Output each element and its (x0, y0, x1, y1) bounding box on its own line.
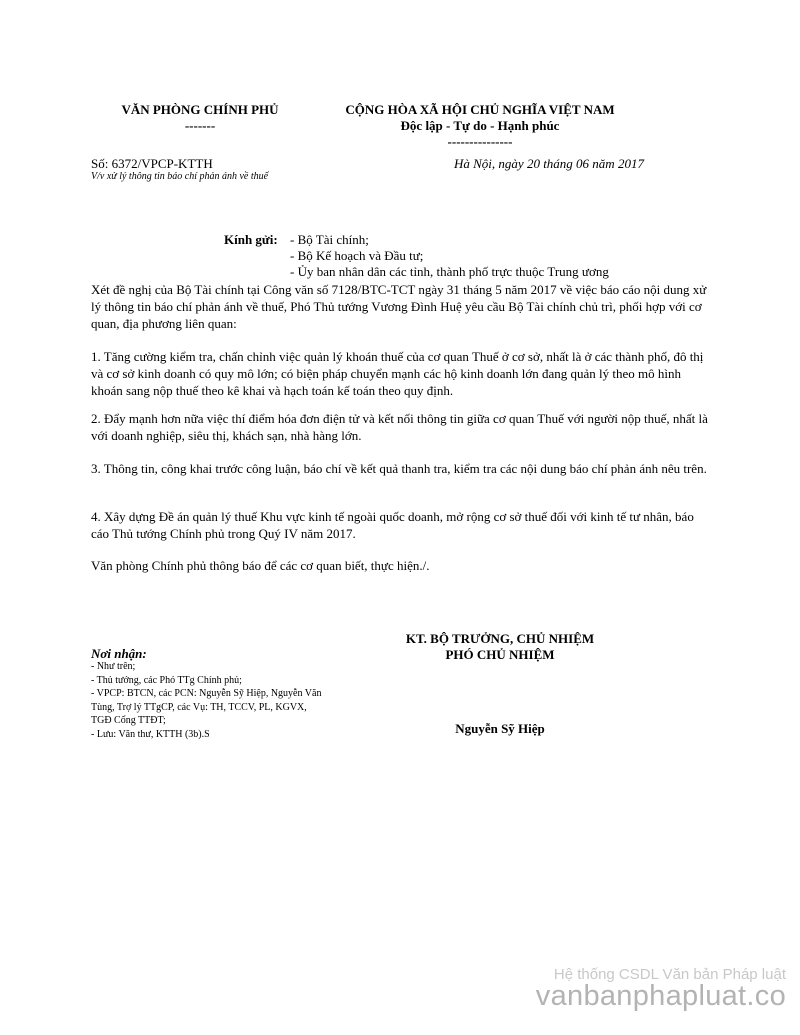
intro-paragraph: Xét đề nghị của Bộ Tài chính tại Công văn số 7128/BTC-TCT ngày 31 tháng 5 năm 2017 về việc báo cáo nội dung xử lý thông tin báo chí phản ánh về thuế, Phó Thủ tướng Vương Đình Huệ yêu cầu Bộ Tài chính chủ trì, phối hợp với cơ quan, địa phương liên quan: (91, 282, 707, 331)
distribution-item: - Thủ tướng, các Phó TTg Chính phủ; (91, 674, 242, 686)
distribution-list (91, 660, 326, 741)
issuing-agency: VĂN PHÒNG CHÍNH PHỦ (121, 102, 279, 117)
signature-subtitle: PHÓ CHỦ NHIỆM (445, 647, 555, 662)
document-number: Số: 6372/VPCP-KTTH (91, 156, 213, 171)
watermark-caption: Hệ thống CSDL Văn bản Pháp luật (553, 966, 786, 983)
distribution-label: Nơi nhận: (91, 646, 147, 661)
watermark-domain: vanbanphapluat.co (535, 980, 786, 1012)
document-subject: V/v xử lý thông tin báo chí phản ánh về thuế (91, 171, 269, 182)
signature-title: KT. BỘ TRƯỞNG, CHỦ NHIỆM (405, 631, 595, 646)
document-date: Hà Nội, ngày 20 tháng 06 năm 2017 (454, 156, 644, 171)
recipients-label: Kính gửi: (224, 232, 278, 247)
recipient-item: - Bộ Tài chính; (290, 232, 369, 247)
national-motto: Độc lập - Tự do - Hạnh phúc (400, 118, 560, 133)
agency-rule: ------- (184, 118, 216, 133)
recipient-item: - Bộ Kế hoạch và Đầu tư; (290, 248, 424, 263)
distribution-item: - Lưu: Văn thư, KTTH (3b).S (91, 728, 210, 740)
body-item-1: 1. Tăng cường kiểm tra, chấn chỉnh việc quản lý khoán thuế của cơ quan Thuế ở cơ sở, nhất là ở các thành phố, đô thị và cơ sở kinh doanh có quy mô lớn; có biện pháp chuyển mạnh các hộ kinh doanh lớn đang quản lý theo mô hình khoán sang nộp thuế theo kê khai và hạch toán kế toán theo quy định. (91, 349, 704, 398)
distribution-item: - Như trên; (91, 661, 136, 672)
closing-paragraph: Văn phòng Chính phủ thông báo để các cơ quan biết, thực hiện./. (91, 558, 430, 573)
motto-rule: --------------- (447, 134, 513, 149)
body-item-2: 2. Đẩy mạnh hơn nữa việc thí điểm hóa đơn điện tử và kết nối thông tin giữa cơ quan Thuế với người nộp thuế, nhất là với doanh nghiệp, siêu thị, khách sạn, nhà hàng lớn. (91, 411, 708, 443)
recipient-item: - Ủy ban nhân dân các tỉnh, thành phố trực thuộc Trung ương (290, 264, 609, 279)
signer-name: Nguyễn Sỹ Hiệp (455, 721, 545, 736)
body-item-3: 3. Thông tin, công khai trước công luận, báo chí về kết quả thanh tra, kiểm tra các nội dung báo chí phản ánh nêu trên. (91, 461, 707, 476)
national-title: CỘNG HÒA XÃ HỘI CHỦ NGHĨA VIỆT NAM (345, 102, 615, 117)
distribution-item: - VPCP: BTCN, các PCN: Nguyễn Sỹ Hiệp, Nguyễn Văn Tùng, Trợ lý TTgCP, các Vụ: TH, TCCV, PL, KGVX, TGĐ Cổng TTĐT; (91, 688, 322, 726)
recipients-list (290, 232, 609, 280)
body-item-4: 4. Xây dựng Đề án quản lý thuế Khu vực kinh tế ngoài quốc doanh, mở rộng cơ sở thuế đối với kinh tế tư nhân, báo cáo Thủ tướng Chính phủ trong Quý IV năm 2017. (91, 509, 694, 541)
